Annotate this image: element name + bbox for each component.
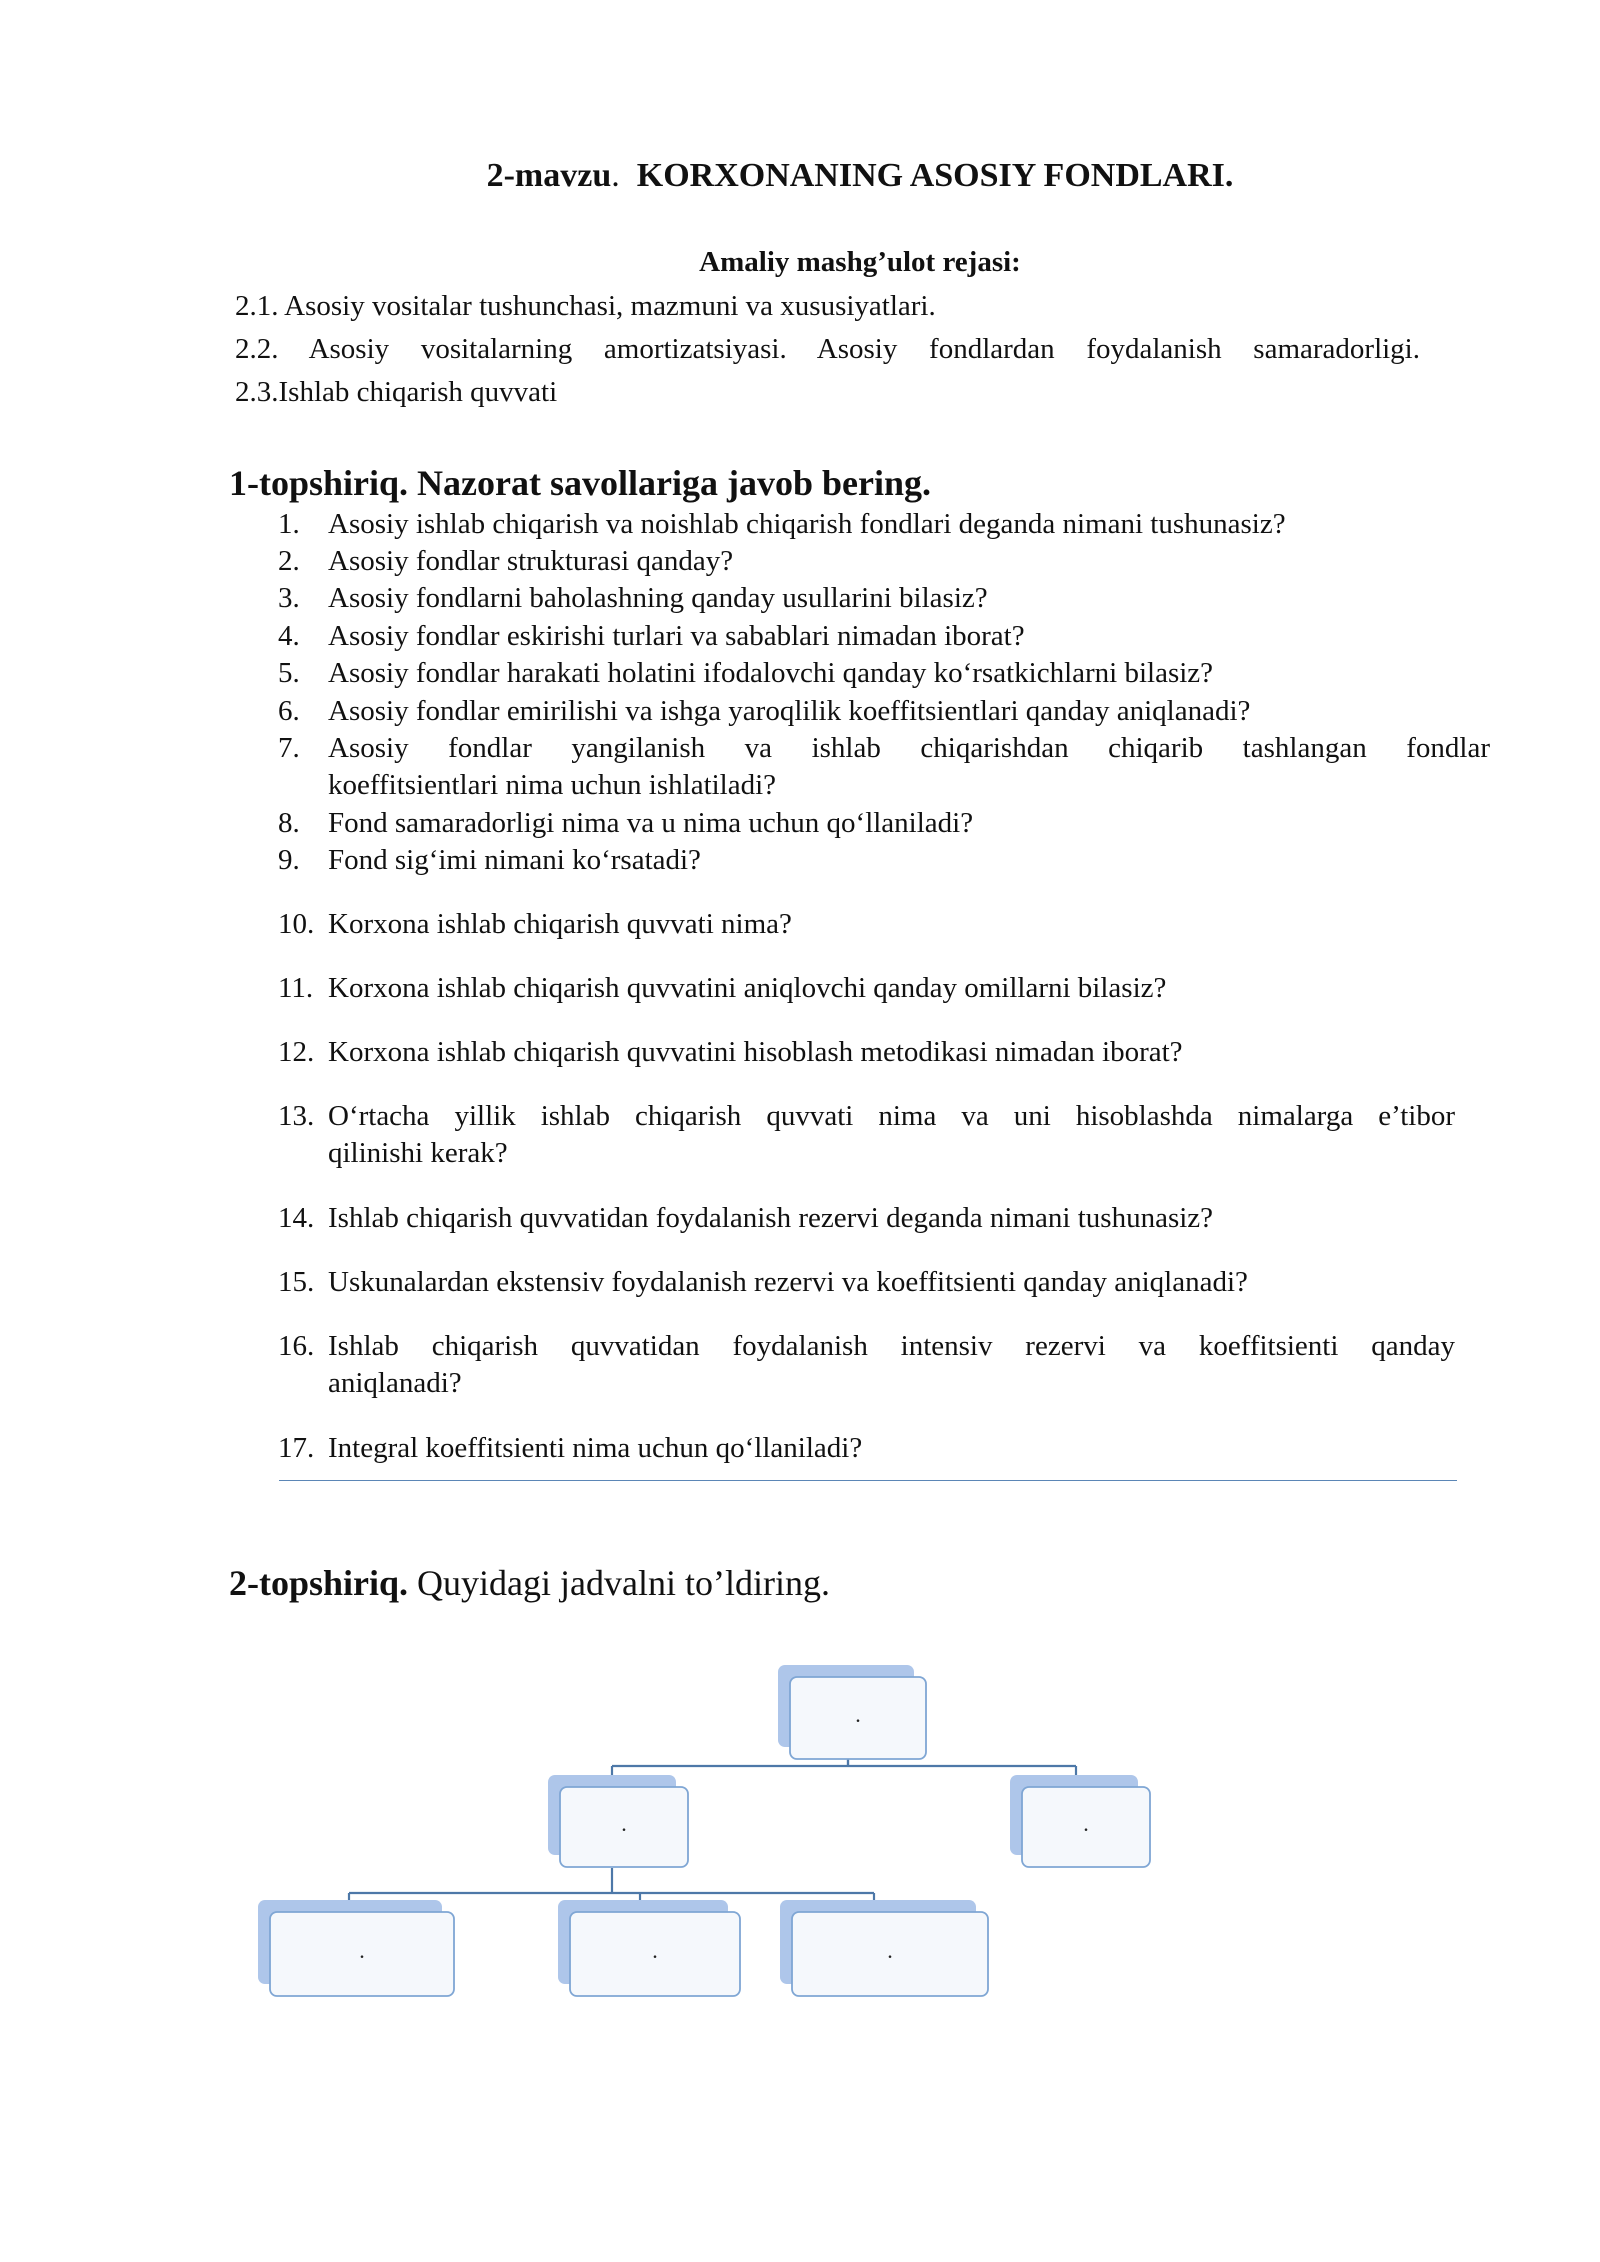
question-line: Korxona ishlab chiqarish quvvatini hisoblash metodikasi nimadan iborat?	[328, 1036, 1183, 1068]
diagram-node-mid-right	[1010, 1775, 1150, 1867]
question-number: 2.	[278, 545, 300, 577]
question-line: Asosiy fondlar eskirishi turlari va sabablari nimadan iborat?	[328, 620, 1025, 652]
connector-lines	[349, 1752, 1076, 1904]
question-line: Korxona ishlab chiqarish quvvatini aniqlovchi qanday omillarni bilasiz?	[328, 972, 1167, 1004]
diagram-node-leaf-3	[780, 1900, 988, 1996]
question-line: aniqlanadi?	[328, 1367, 462, 1399]
question-number: 13.	[278, 1100, 315, 1132]
node-label: .	[1083, 1811, 1089, 1836]
question-number: 14.	[278, 1202, 315, 1234]
plan-item: 2.2. Asosiy vositalarning amortizatsiyasi. Asosiy fondlardan foydalanish samaradorligi.	[235, 333, 1420, 365]
plan-heading: Amaliy mashg’ulot rejasi:	[699, 246, 1021, 278]
question-line: Asosiy ishlab chiqarish va noishlab chiqarish fondlari deganda nimani tushunasiz?	[328, 508, 1286, 540]
node-label: .	[855, 1702, 861, 1727]
plan-item: 2.3.Ishlab chiqarish quvvati	[235, 376, 558, 408]
question-line: Fond samaradorligi nima va u nima uchun qo‘llaniladi?	[328, 807, 974, 839]
question-number: 7.	[278, 732, 300, 764]
question-number: 5.	[278, 657, 300, 689]
question-number: 11.	[278, 972, 314, 1004]
diagram-node-root	[778, 1665, 926, 1759]
question-number: 3.	[278, 582, 300, 614]
diagram-node-mid-left	[548, 1775, 688, 1867]
question-number: 4.	[278, 620, 300, 652]
diagram-node-leaf-2	[558, 1900, 740, 1996]
task2-label: 2-topshiriq.	[229, 1563, 409, 1603]
question-line: Asosiy fondlar harakati holatini ifodalovchi qanday ko‘rsatkichlarni bilasiz?	[328, 657, 1214, 689]
question-line: Ishlab chiqarish quvvatidan foydalanish intensiv rezervi va koeffitsienti qanday	[328, 1330, 1455, 1362]
node-label: .	[359, 1938, 365, 1963]
question-line: Asosiy fondlar yangilanish va ishlab chiqarishdan chiqarib tashlangan fondlar	[328, 732, 1490, 764]
question-line: Asosiy fondlar strukturasi qanday?	[328, 545, 734, 577]
question-number: 17.	[278, 1432, 315, 1464]
question-line: Integral koeffitsienti nima uchun qo‘llaniladi?	[328, 1432, 863, 1464]
question-line: Ishlab chiqarish quvvatidan foydalanish rezervi deganda nimani tushunasiz?	[328, 1202, 1214, 1234]
title-prefix: 2-mavzu	[486, 157, 612, 194]
node-label: .	[621, 1811, 627, 1836]
question-number: 6.	[278, 695, 300, 727]
question-line: qilinishi kerak?	[328, 1137, 508, 1169]
question-line: Korxona ishlab chiqarish quvvati nima?	[328, 908, 792, 940]
question-number: 12.	[278, 1036, 315, 1068]
question-number: 16.	[278, 1330, 315, 1362]
diagram-node-leaf-1	[258, 1900, 454, 1996]
question-line: O‘rtacha yillik ishlab chiqarish quvvati nima va uni hisoblashda nimalarga e’tibor	[328, 1100, 1455, 1132]
plan-item: 2.1. Asosiy vositalar tushunchasi, mazmuni va xususiyatlari.	[235, 290, 936, 322]
question-number: 8.	[278, 807, 300, 839]
question-line: Uskunalardan ekstensiv foydalanish rezervi va koeffitsienti qanday aniqlanadi?	[328, 1266, 1248, 1298]
question-number: 1.	[278, 508, 300, 540]
question-line: Fond sig‘imi nimani ko‘rsatadi?	[328, 844, 701, 876]
question-line: Asosiy fondlarni baholashning qanday usullarini bilasiz?	[328, 582, 988, 614]
node-label: .	[652, 1938, 658, 1963]
question-number: 10.	[278, 908, 315, 940]
title-dot: .	[611, 157, 620, 194]
question-line: koeffitsientlari nima uchun ishlatiladi?	[328, 769, 777, 801]
title-main: KORXONANING ASOSIY FONDLARI.	[636, 157, 1234, 194]
question-number: 9.	[278, 844, 300, 876]
diagram-nodes	[258, 1665, 1150, 1996]
task1-heading: 1-topshiriq. Nazorat savollariga javob bering.	[229, 463, 931, 503]
node-label: .	[887, 1938, 893, 1963]
task2-text: Quyidagi jadvalni to’ldiring.	[408, 1563, 830, 1603]
question-number: 15.	[278, 1266, 315, 1298]
question-line: Asosiy fondlar emirilishi va ishga yaroqlilik koeffitsientlari qanday aniqlanadi?	[328, 695, 1251, 727]
